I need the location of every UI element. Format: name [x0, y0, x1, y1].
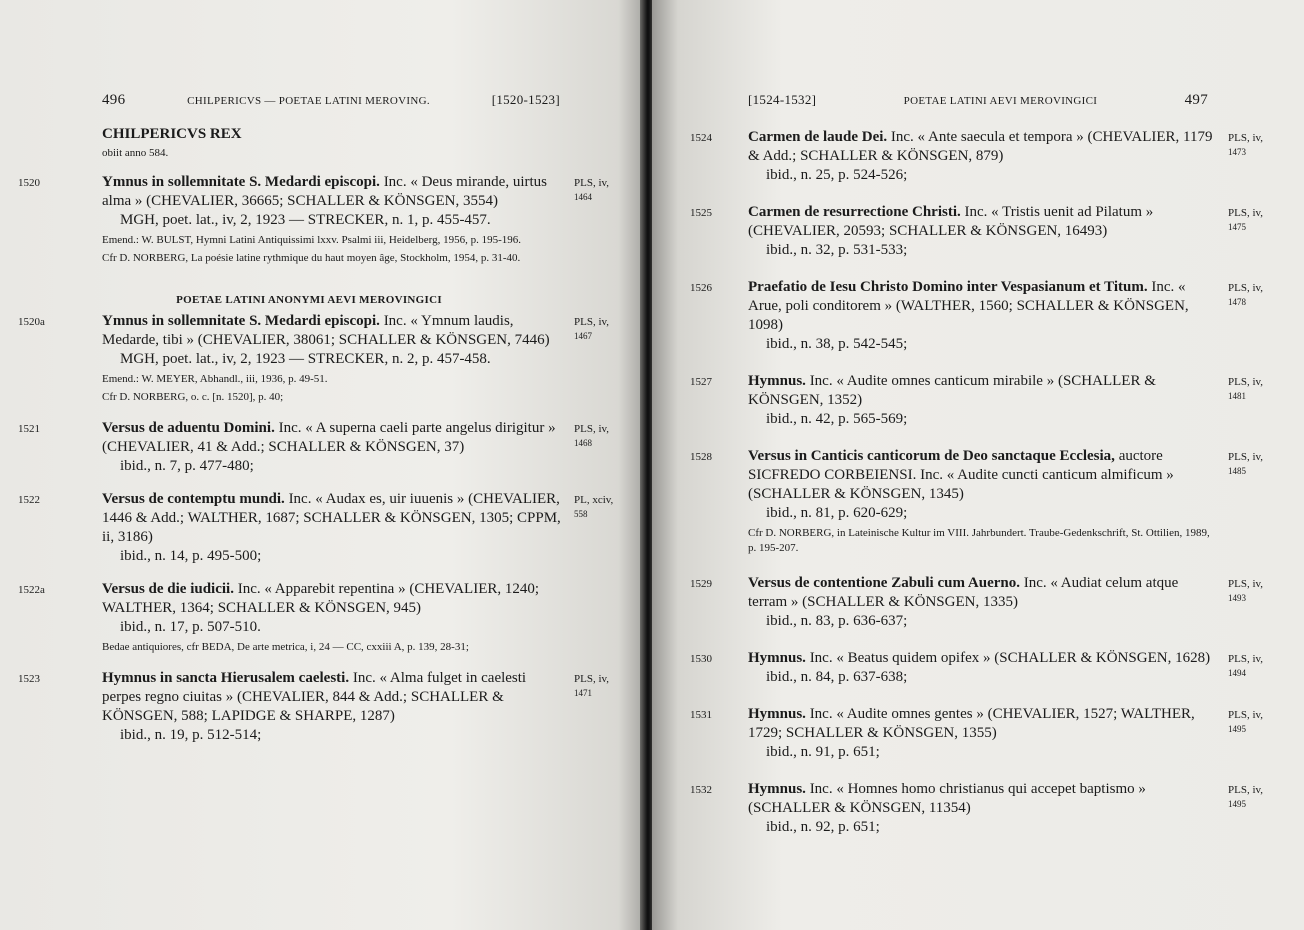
section-heading-anonymi: POETAE LATINI ANONYMI AEVI MEROVINGICI: [176, 294, 442, 306]
entry-edition: MGH, poet. lat., iv, 2, 1923 — STRECKER, n. 2, p. 457-458.: [120, 351, 491, 367]
entry-title: Versus de aduentu Domini.: [102, 420, 275, 436]
running-title-right: POETAE LATINI AEVI MEROVINGICI: [903, 95, 1098, 107]
pls-reference: PLS, iv, 1475: [1228, 207, 1264, 232]
entry-title: Hymnus in sancta Hierusalem caelesti.: [102, 670, 350, 686]
entry-number: 1532: [690, 784, 712, 796]
entry-incipit: Inc. « Audiat celum atque terram » (SCHALLER & KÖNSGEN, 1335): [748, 575, 1179, 610]
entry-1528: [690, 447, 1280, 556]
entry-edition: ibid., n. 19, p. 512-514;: [120, 727, 262, 743]
entry-1525: [690, 203, 1280, 260]
entry-incipit: Inc. « Deus mirande, uirtus alma » (CHEVALIER, 36665; SCHALLER & KÖNSGEN, 3554): [102, 174, 547, 209]
running-head-right: [748, 92, 1208, 109]
entry-incipit: Inc. « Arue, poli conditorem » (WALTHER, 1560; SCHALLER & KÖNSGEN, 1098): [748, 279, 1189, 333]
left-column: [18, 126, 624, 745]
pls-reference: PLS, iv, 1471: [574, 673, 610, 698]
entry-number: 1526: [690, 282, 712, 294]
entry-title: Carmen de laude Dei.: [748, 129, 888, 145]
entry-range-right: [1524-1532]: [748, 92, 817, 107]
entry-number: 1528: [690, 451, 712, 463]
entry-1527: [690, 372, 1280, 429]
entry-number: 1524: [690, 132, 712, 144]
entry-number: 1531: [690, 709, 712, 721]
pls-reference: PLS, iv, 1478: [1228, 282, 1264, 307]
entry-incipit: Inc. « Tristis uenit ad Pilatum » (CHEVALIER, 20593; SCHALLER & KÖNSGEN, 16493): [748, 204, 1154, 239]
entry-title: Versus de contentione Zabuli cum Auerno.: [748, 575, 1020, 591]
entry-1529: [690, 574, 1280, 631]
entry-1522a: [18, 580, 624, 655]
entry-incipit: Inc. « A superna caeli parte angelus dirigitur » (CHEVALIER, 41 & Add.; SCHALLER & KÖNSGEN, 37): [102, 420, 556, 455]
entry-title: Hymnus.: [748, 706, 806, 722]
pls-reference: PLS, iv, 1481: [1228, 376, 1264, 401]
pls-reference: PLS, iv, 1468: [574, 423, 610, 448]
entry-note: Cfr D. NORBERG, La poésie latine rythmique du haut moyen âge, Stockholm, 1954, p. 31-40.: [102, 252, 521, 264]
entry-1521: [18, 419, 624, 476]
entry-number: 1525: [690, 207, 712, 219]
left-page: [0, 0, 644, 930]
entry-incipit: Inc. « Apparebit repentina » (CHEVALIER, 1240; WALTHER, 1364; SCHALLER & KÖNSGEN, 945): [102, 581, 540, 616]
entry-incipit: auctore SICFREDO CORBEIENSI. Inc. « Audite cuncti canticum almificum » (SCHALLER & KÖNSGEN, 1345): [748, 448, 1174, 502]
pls-reference: PLS, iv, 1485: [1228, 451, 1264, 476]
entry-edition: ibid., n. 17, p. 507-510.: [120, 619, 261, 635]
entry-note: Emend.: W. MEYER, Abhandl., iii, 1936, p. 49-51.: [102, 373, 328, 385]
page-number-right: 497: [1184, 92, 1208, 108]
section-chilpericus: [18, 126, 624, 159]
entry-incipit: Inc. « Alma fulget in caelesti perpes regno ciuitas » (CHEVALIER, 844 & Add.; SCHALLER & KÖNSGEN, 588; LAPIDGE & SHARPE, 1287): [102, 670, 527, 724]
pls-reference: PL, xciv, 558: [574, 494, 614, 519]
entry-title: Versus de contemptu mundi.: [102, 491, 285, 507]
pls-reference: PLS, iv, 1464: [574, 177, 610, 202]
entry-incipit: Inc. « Ante saecula et tempora » (CHEVALIER, 1179 & Add.; SCHALLER & KÖNSGEN, 879): [748, 129, 1213, 164]
pls-reference: PLS, iv, 1494: [1228, 653, 1264, 678]
entry-incipit: Inc. « Beatus quidem opifex » (SCHALLER & KÖNSGEN, 1628): [809, 650, 1211, 666]
entry-1522: [18, 490, 624, 566]
entry-number: 1527: [690, 376, 712, 388]
entry-1526: [690, 278, 1280, 354]
running-head-left: [102, 92, 560, 109]
entry-edition: ibid., n. 83, p. 636-637;: [766, 613, 908, 629]
entry-1520a: [18, 312, 624, 405]
entry-1523: [18, 669, 624, 745]
right-column: [690, 128, 1280, 837]
page-number-left: 496: [102, 92, 126, 108]
entry-edition: ibid., n. 38, p. 542-545;: [766, 336, 908, 352]
entry-number: 1530: [690, 653, 712, 665]
entry-title: Hymnus.: [748, 781, 806, 797]
entry-edition: ibid., n. 42, p. 565-569;: [766, 411, 908, 427]
entry-number: 1522: [18, 494, 40, 506]
entry-note: Cfr D. NORBERG, o. c. [n. 1520], p. 40;: [102, 391, 284, 403]
entry-incipit: Inc. « Ymnum laudis, Medarde, tibi » (CHEVALIER, 38061; SCHALLER & KÖNSGEN, 7446): [102, 313, 550, 348]
entry-number: 1520a: [18, 316, 45, 328]
pls-reference: PLS, iv, 1495: [1228, 709, 1264, 734]
entry-incipit: Inc. « Homnes homo christianus qui accepet baptismo » (SCHALLER & KÖNSGEN, 11354): [748, 781, 1146, 816]
entry-title: Ymnus in sollemnitate S. Medardi episcopi.: [102, 313, 380, 329]
pls-reference: PLS, iv, 1467: [574, 316, 610, 341]
entry-title: Hymnus.: [748, 650, 806, 666]
entry-1531: [690, 705, 1280, 762]
entry-number: 1521: [18, 423, 40, 435]
entry-edition: ibid., n. 91, p. 651;: [766, 744, 880, 760]
entry-edition: ibid., n. 7, p. 477-480;: [120, 458, 254, 474]
entry-edition: MGH, poet. lat., iv, 2, 1923 — STRECKER, n. 1, p. 455-457.: [120, 212, 491, 228]
entry-title: Hymnus.: [748, 373, 806, 389]
entry-edition: ibid., n. 32, p. 531-533;: [766, 242, 908, 258]
entry-number: 1520: [18, 177, 40, 189]
pls-reference: PLS, iv, 1473: [1228, 132, 1264, 157]
entry-incipit: Inc. « Audite omnes gentes » (CHEVALIER, 1527; WALTHER, 1729; SCHALLER & KÖNSGEN, 1355): [748, 706, 1195, 741]
entry-edition: ibid., n. 25, p. 524-526;: [766, 167, 908, 183]
entry-title: Carmen de resurrectione Christi.: [748, 204, 961, 220]
entry-number: 1529: [690, 578, 712, 590]
entry-edition: ibid., n. 14, p. 495-500;: [120, 548, 262, 564]
entry-number: 1523: [18, 673, 40, 685]
entry-title: Ymnus in sollemnitate S. Medardi episcopi.: [102, 174, 380, 190]
running-title-left: CHILPERICVS — POETAE LATINI MEROVING.: [187, 95, 430, 107]
entry-1524: [690, 128, 1280, 185]
right-page: [652, 0, 1304, 930]
entry-note: Cfr D. NORBERG, in Lateinische Kultur im VIII. Jahrbundert. Traube-Gedenkschrift, St. Ottilien, 1989, p. 195-207.: [748, 527, 1210, 554]
entry-range-left: [1520-1523]: [491, 92, 560, 107]
entry-incipit: Inc. « Audite omnes canticum mirabile » (SCHALLER & KÖNSGEN, 1352): [748, 373, 1156, 408]
entry-note: Bedae antiquiores, cfr BEDA, De arte metrica, i, 24 — CC, cxxiii A, p. 139, 28-31;: [102, 641, 469, 653]
entry-1520: [18, 173, 624, 266]
entry-1530: [690, 649, 1280, 687]
entry-title: Versus de die iudicii.: [102, 581, 234, 597]
entry-edition: ibid., n. 84, p. 637-638;: [766, 669, 908, 685]
entry-title: Versus in Canticis canticorum de Deo sanctaque Ecclesia,: [748, 448, 1115, 464]
entry-number: 1522a: [18, 584, 45, 596]
entry-note: Emend.: W. BULST, Hymni Latini Antiquissimi lxxv. Psalmi iii, Heidelberg, 1956, p. 195-196.: [102, 234, 522, 246]
entry-edition: ibid., n. 92, p. 651;: [766, 819, 880, 835]
pls-reference: PLS, iv, 1493: [1228, 578, 1264, 603]
entry-incipit: Inc. « Audax es, uir iuuenis » (CHEVALIER, 1446 & Add.; WALTHER, 1687; SCHALLER & KÖNSGEN, 1305; CPPM, ii, 3186): [102, 491, 561, 545]
entry-1532: [690, 780, 1280, 837]
entry-title: Praefatio de Iesu Christo Domino inter Vespasianum et Titum.: [748, 279, 1148, 295]
pls-reference: PLS, iv, 1495: [1228, 784, 1264, 809]
section-obiit: obiit anno 584.: [102, 147, 169, 159]
section-title: CHILPERICVS REX: [102, 126, 242, 142]
entry-edition: ibid., n. 81, p. 620-629;: [766, 505, 908, 521]
